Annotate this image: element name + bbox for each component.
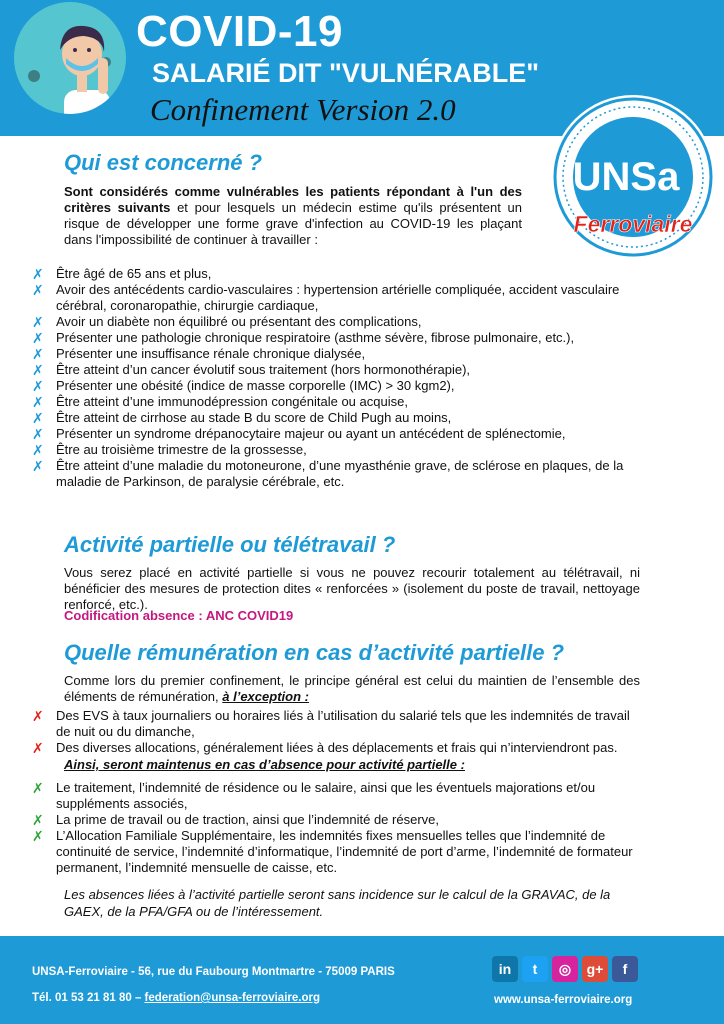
footer-email-link[interactable]: federation@unsa-ferroviaire.org [144,992,320,1004]
cross-mark-icon: ✗ [32,426,44,442]
criteria-item-text: Être âgé de 65 ans et plus, [56,266,212,281]
criteria-item [32,426,644,442]
cross-mark-icon: ✗ [32,314,44,330]
cross-mark-icon: ✗ [32,378,44,394]
cross-mark-icon: ✗ [32,410,44,426]
section-heading-remuneration: Quelle rémunération en cas d’activité partielle ? [64,640,565,665]
criteria-item-text: Présenter une insuffisance rénale chronique dialysée, [56,346,366,361]
criteria-item [32,442,644,458]
excluded-item [32,740,640,756]
facebook-icon[interactable]: f [612,956,638,982]
absence-code: Codification absence : ANC COVID19 [64,608,294,623]
kept-item-text: L’Allocation Familiale Supplémentaire, les indemnités fixes mensuelles telles que l’indemnité de continuité de service, l’indemnité d’informatique, l’indemnité de port d’arme, l’indemnité de formateur permanent, l’indemnité mensuelle de caisse, etc. [56,828,633,875]
kept-item-text: La prime de travail ou de traction, ainsi que l’indemnité de réserve, [56,812,439,827]
cross-mark-icon: ✗ [32,458,44,474]
criteria-item-text: Avoir un diabète non équilibré ou présentant des complications, [56,314,422,329]
criteria-item [32,362,644,378]
criteria-item-text: Être atteint d’un cancer évolutif sous traitement (hors hormonothérapie), [56,362,471,377]
section-heading-concerned: Qui est concerné ? [64,150,263,175]
kept-item [32,812,640,828]
kept-item-text: Le traitement, l’indemnité de résidence ou le salaire, ainsi que les éventuels majorations et/ou suppléments associés, [56,780,596,811]
page-title: COVID-19 [136,7,343,56]
cross-mark-icon: ✗ [32,442,44,458]
cross-mark-icon: ✗ [32,740,44,756]
criteria-item-text: Être au troisième trimestre de la grossesse, [56,442,307,457]
exception-label: à l’exception : [222,689,309,704]
footer-website-link[interactable]: www.unsa-ferroviaire.org [494,994,633,1006]
masked-person-illustration [14,2,126,114]
criteria-item [32,266,644,282]
check-mark-icon: ✗ [32,812,44,828]
social-icons [492,956,638,982]
kept-item [32,828,640,876]
criteria-item [32,378,644,394]
intro-text: et pour lesquels un médecin estime qu'ils présentent un risque de développer une forme grave d'infection au COVID-19 les plaçant dans l'impossibilité de continuer à travailler : [64,200,523,247]
cross-mark-icon: ✗ [32,394,44,410]
criteria-item-text: Présenter une obésité (indice de masse corporelle (IMC) > 30 kgm2), [56,378,455,393]
kept-list [32,780,640,876]
criteria-item-text: Avoir des antécédents cardio-vasculaires : hypertension artérielle compliquée, accident vasculaire cérébral, coronaropathie, chirurgie cardiaque, [56,282,620,313]
footer-address: UNSA-Ferroviaire - 56, rue du Faubourg Montmartre - 75009 PARIS [32,966,395,978]
logo-unsa-text: UNSa [572,155,680,199]
criteria-item-text: Être atteint d’une immunodépression congénitale ou acquise, [56,394,408,409]
section-heading-activity: Activité partielle ou télétravail ? [64,532,396,557]
cross-mark-icon: ✗ [32,282,44,298]
criteria-item [32,282,644,314]
criteria-item-text: Présenter une pathologie chronique respiratoire (asthme sévère, fibrose pulmonaire, etc.), [56,330,575,345]
version-label: Confinement Version 2.0 [150,92,456,127]
intro-bold-text: Sont considérés comme vulnérables les patients répondant à l'un des critères suivants [64,184,522,215]
cross-mark-icon: ✗ [32,708,44,724]
criteria-item-text: Être atteint d’une maladie du motoneurone, d’une myasthénie grave, de sclérose en plaques, de la maladie de Parkinson, de paralysie cérébrale, etc. [56,458,624,489]
activity-paragraph: Vous serez placé en activité partielle si vous ne pouvez recourir totalement au télétravail, ni bénéficier des mesures de protection dites « renforcées » (isolement du poste de travail, nettoyage renforcé, etc.). [64,565,640,612]
footnote: Les absences liées à l’activité partielle seront sans incidence sur le calcul de la GRAVAC, de la GAEX, de la PFA/GFA ou de l’intéressement. [64,887,611,919]
criteria-list [32,266,644,490]
criteria-item [32,394,644,410]
page-subtitle: SALARIÉ DIT "VULNÉRABLE" [152,58,540,88]
footer-phone: Tél. 01 53 21 81 80 – [32,992,145,1004]
excluded-item [32,708,640,740]
criteria-item [32,314,644,330]
twitter-icon[interactable]: t [522,956,548,982]
check-mark-icon: ✗ [32,780,44,796]
criteria-item [32,346,644,362]
footer-contact [32,992,320,1004]
section-intro [64,184,522,248]
remuneration-intro-text: Comme lors du premier confinement, le principe général est celui du maintien de l’ensemble des éléments de rémunération, [64,673,640,704]
criteria-item [32,330,644,346]
logo-ferroviaire-text: Ferroviaire [573,211,693,237]
google-plus-icon[interactable]: g+ [582,956,608,982]
unsa-ferroviaire-logo [548,92,718,262]
cross-mark-icon: ✗ [32,266,44,282]
criteria-item-text: Être atteint de cirrhose au stade B du score de Child Pugh au moins, [56,410,452,425]
linkedin-icon[interactable]: in [492,956,518,982]
cross-mark-icon: ✗ [32,330,44,346]
cross-mark-icon: ✗ [32,346,44,362]
criteria-item [32,410,644,426]
remuneration-intro [64,673,640,705]
criteria-item [32,458,644,490]
footer [0,936,724,1024]
check-mark-icon: ✗ [32,828,44,844]
excluded-item-text: Des EVS à taux journaliers ou horaires liés à l’utilisation du salarié tels que les indemnités de travail de nuit ou du dimanche, [56,708,630,739]
excluded-item-text: Des diverses allocations, généralement liées à des déplacements et frais qui n’interviendront pas. [56,740,618,755]
cross-mark-icon: ✗ [32,362,44,378]
excluded-list [32,708,640,756]
kept-heading: Ainsi, seront maintenus en cas d’absence pour activité partielle : [64,757,465,772]
criteria-item-text: Présenter un syndrome drépanocytaire majeur ou ayant un antécédent de splénectomie, [56,426,566,441]
instagram-icon[interactable]: ◎ [552,956,578,982]
kept-item [32,780,640,812]
